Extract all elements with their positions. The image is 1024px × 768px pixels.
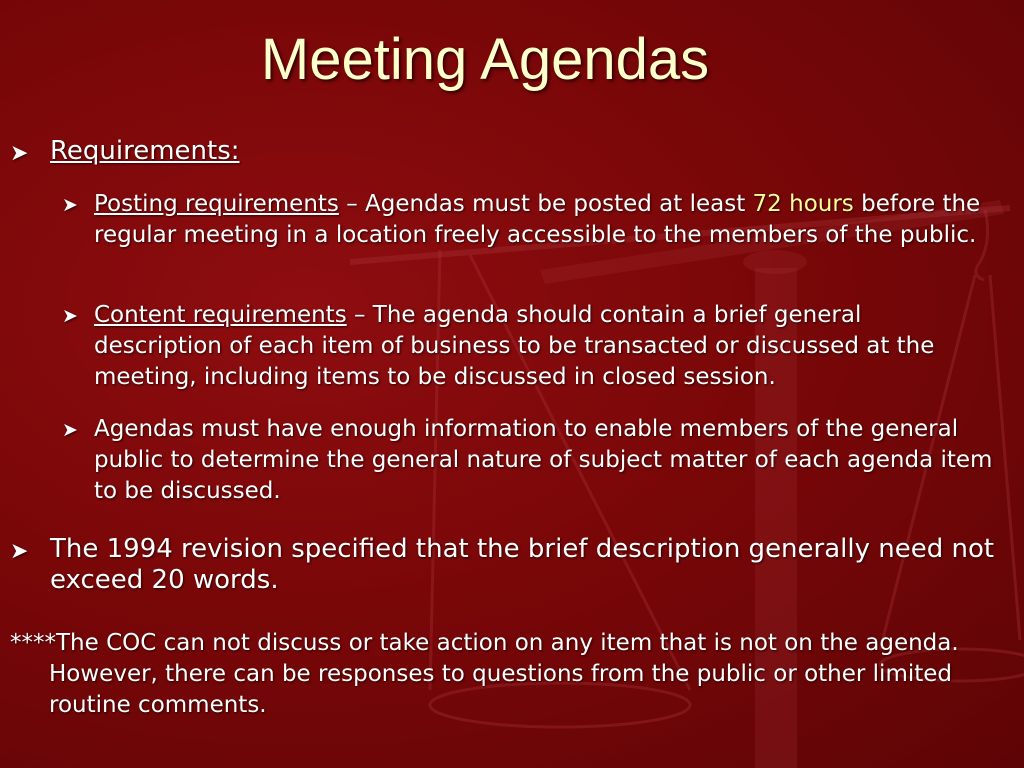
posting-requirements-text-b: before the regular meeting in a location freely accessible to the members of the public. [94, 191, 981, 248]
revision-text: The 1994 revision specified that the brief description generally need not exceed 20 words. [50, 534, 995, 595]
coc-note: ****The COC can not discuss or take action on any item that is not on the agenda. However, there can be responses to questions from the public or other limited routine comments. [10, 630, 959, 718]
bullet-1994-revision [10, 534, 1024, 596]
bullet-agenda-information [62, 414, 994, 507]
arrow-bullet-icon: ➤ [62, 194, 78, 216]
bullet-requirements [10, 136, 1024, 167]
posting-hours-highlight: 72 hours [752, 191, 854, 217]
bullet-content-requirements [62, 300, 994, 393]
arrow-bullet-icon: ➤ [62, 305, 78, 327]
arrow-bullet-icon: ➤ [62, 419, 78, 441]
arrow-bullet-icon: ➤ [10, 141, 29, 166]
agenda-information-text: Agendas must have enough information to enable members of the general public to determine the general nature of subject matter of each agenda item to be discussed. [94, 416, 993, 504]
content-requirements-label: Content requirements [94, 302, 347, 328]
posting-requirements-label: Posting requirements [94, 191, 339, 217]
content-requirements-text: – The agenda should contain a brief general description of each item of business to be transacted or discussed at the meeting, including items to be discussed in closed session. [94, 302, 935, 390]
requirements-heading: Requirements: [50, 136, 240, 166]
slide-title: Meeting Agendas [260, 27, 710, 92]
bullet-posting-requirements [62, 189, 994, 251]
posting-requirements-text-a: – Agendas must be posted at least [338, 191, 753, 217]
arrow-bullet-icon: ➤ [10, 539, 29, 564]
